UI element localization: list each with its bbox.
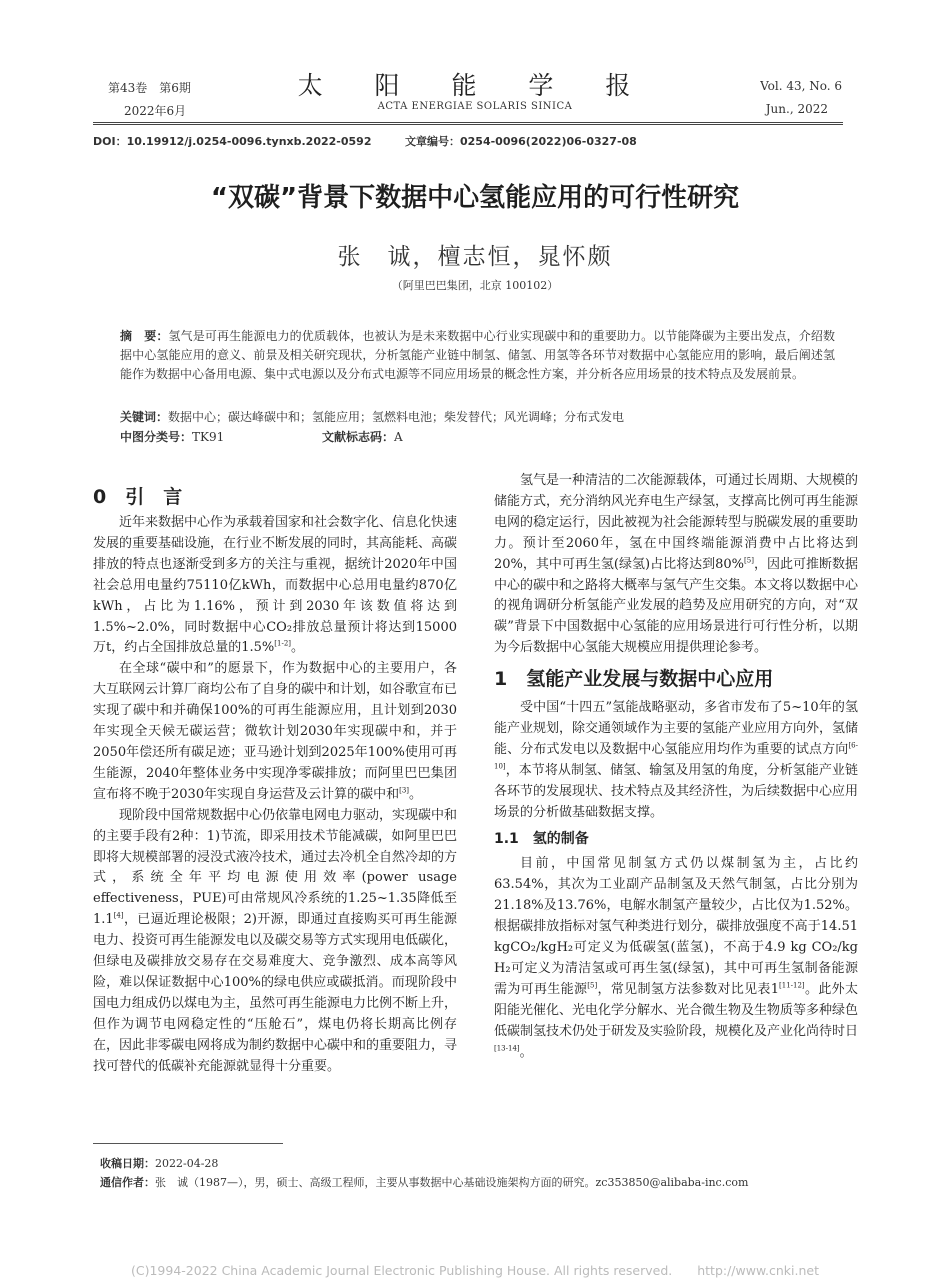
document-code-value: A [394, 430, 403, 444]
paragraph [93, 659, 457, 805]
paragraph [494, 471, 858, 659]
doi: DOI：10.19912/j.0254-0096.tynxb.2022-0592 [93, 135, 372, 148]
paragraph [93, 806, 457, 1078]
affiliation: （阿里巴巴集团，北京 100102） [391, 279, 559, 292]
abstract-label: 摘 要： [120, 329, 169, 343]
paper-title: “双碳”背景下数据中心氢能应用的可行性研究 [210, 183, 740, 213]
paragraph-text: 氢气是一种清洁的二次能源载体，可通过长周期、大规模的储能方式，充分消纳风光弃电生产绿氢，支撑高比例可再生能源电网的稳定运行，因此被视为社会能源转型与脱碳发展的重要助力。预计至2060年，氢在中国终端能源消费中占比将达到20%，其中可再生氢(绿氢)占比将达到80% [494, 473, 859, 572]
left-column [93, 513, 457, 1077]
paragraph-text: 目前，中国常见制氢方式仍以煤制氢为主，占比约63.54%，其次为工业副产品制氢及天然气制氢，占比分别为21.18%及13.76%，电解水制氢产量较少，占比仅为1.52%。根据碳排放指标对氢气种类进行划分，碳排放强度不高于14.51 kgCO₂/kgH₂可定义为低碳氢(蓝氢)，不高于4.9 kg CO₂/kg H₂可定义为清洁氢或可再生氢(绿氢)，其中可再生氢制备能源需为可再生能源 [494, 856, 858, 997]
section-0-heading: 0 引 言 [93, 486, 183, 508]
abstract-text: 氢气是可再生能源电力的优质载体，也被认为是未来数据中心行业实现碳中和的重要助力。以节能降碳为主要出发点，介绍数据中心氢能应用的意义、前景及相关研究现状，分析氢能产业链中制氢、储氢、用氢等各环节对数据中心氢能应用的影响，最后阐述氢能作为数据中心备用电源、集中式电源以及分布式电源等不同应用场景的概念性方案，并分析各应用场景的技术特点及发展前景。 [120, 329, 835, 381]
paragraph-text: 现阶段中国常规数据中心仍依靠电网电力驱动，实现碳中和的主要手段有2种：1)节流，即采用技术节能减碳，如阿里巴巴即将大规模部署的浸没式液冷技术，通过去冷机全自然冷却的方式，系统全年平均电源使用效率(power usage effectiveness，PUE)可由常规风冷系统的1.25~1.35降低至1.1 [93, 807, 458, 928]
paragraph-text: ，常见制氢方法参数对比见表1 [597, 981, 780, 997]
paragraph-text: ，本节将从制氢、储氢、输氢及用氢的角度，分析氢能产业链各环节的发展现状、技术特点及其经济性，为后续数据中心应用场景的分析做基础数据支撑。 [494, 762, 859, 820]
received-date [100, 1155, 850, 1173]
citation: [5] [587, 981, 598, 990]
citation: [13-14] [494, 1044, 520, 1053]
received-label: 收稿日期： [100, 1157, 155, 1170]
header-rule-2 [93, 124, 843, 125]
citation: [1-2] [274, 640, 291, 649]
paragraph-text: ，因此可推断数据中心的碳中和之路将大概率与氢气产生交集。本文将以数据中心的视角调研分析氢能产业发展的趋势及应用研究的方向，对“双碳”背景下中国数据中心氢能的应用场景进行可行性分析，以期为今后数据中心氢能大规模应用提供理论参考。 [494, 556, 859, 656]
citation: [11-12] [779, 981, 805, 990]
punctuation: 。 [291, 640, 305, 656]
section-1-1-heading: 1.1 氢的制备 [494, 830, 589, 847]
journal-title-cn: 太 阳 能 学 报 [297, 71, 653, 100]
punctuation: 。 [409, 786, 423, 802]
copyright-watermark: (C)1994-2022 China Academic Journal Electronic Publishing House. All rights reserved. http://www.cnki.net [130, 1263, 820, 1278]
article-number: 文章编号：0254-0096(2022)06-0327-08 [405, 135, 637, 148]
section-1-heading: 1 氢能产业发展与数据中心应用 [494, 668, 774, 691]
paragraph [494, 698, 858, 823]
right-column [494, 471, 858, 1063]
volume-issue-en: Vol. 43, No. 6 [760, 79, 842, 93]
paragraph-text: 。此外太阳能光催化、光电化学分解水、光合微生物及生物质等多种绿色低碳制氢技术仍处于研发及实验阶段，规模化及产业化尚待时日 [494, 981, 859, 1039]
classification [120, 428, 835, 447]
document-code-label: 文献标志码： [322, 430, 395, 444]
keywords-label: 关键词： [120, 410, 169, 424]
paragraph [494, 854, 858, 1063]
date-cn: 2022年6月 [124, 104, 187, 118]
author-label: 通信作者： [100, 1176, 155, 1189]
paragraph-text: ，已逼近理论极限；2)开源，即通过直接购买可再生能源电力、投资可再生能源发电以及碳交易等方式实现用电低碳化，但绿电及碳排放交易存在交易难度大、竞争激烈、成本高等风险，难以保证数据中心100%的绿电供应或碳抵消。而现阶段中国电力组成仍以煤电为主，虽然可再生能源电力比例不断上升，但作为调节电网稳定性的“压舱石”，煤电仍将长期高比例存在，因此非零碳电网将成为制约数据中心碳中和的重要阻力，寻找可替代的低碳补充能源就显得十分重要。 [93, 912, 458, 1074]
author-info: 张 诚（1987—），男，硕士、高级工程师，主要从事数据中心基础设施架构方面的研究。zc353850@alibaba-inc.com [155, 1176, 749, 1189]
clc-code: TK91 [192, 430, 225, 444]
citation: [3] [399, 786, 410, 795]
received-value: 2022-04-28 [155, 1157, 219, 1170]
volume-issue-cn: 第43卷 第6期 [108, 81, 191, 95]
paragraph-text: 在全球“碳中和”的愿景下，作为数据中心的主要用户，各大互联网云计算厂商均公布了自身的碳中和计划，如谷歌宣布已实现了碳中和并确保100%的可再生能源应用，且计划到2030年实现全天候无碳运营；微软计划2030年实现碳中和，并于2050年偿还所有碳足迹；亚马逊计划到2025年100%使用可再生能源，2040年整体业务中实现净零碳排放；而阿里巴巴集团宣布将不晚于2030年实现自身运营及云计算的碳中和 [93, 661, 458, 802]
paragraph [93, 513, 457, 659]
citation: [6-10] [494, 741, 858, 771]
abstract [120, 327, 835, 384]
corresponding-author [100, 1174, 850, 1192]
citation: [5] [744, 556, 754, 565]
clc-label: 中图分类号： [120, 430, 193, 444]
citation: [4] [113, 911, 124, 920]
paragraph-text: 近年来数据中心作为承载着国家和社会数字化、信息化快速发展的重要基础设施，在行业不断发展的同时，其高能耗、高碳排放的特点也逐渐受到多方的关注与重视，据统计2020年中国社会总用电量约75110亿kWh，而数据中心总用电量约870亿kWh，占比为1.16%，预计到2030年该数值将达到1.5%~2.0%，同时数据中心CO₂排放总量预计将达到15000万t，约占全国排放总量的1.5% [93, 515, 458, 656]
header-rule [93, 122, 843, 123]
footnote-rule [93, 1143, 283, 1144]
journal-title-en: ACTA ENERGIAE SOLARIS SINICA [377, 101, 573, 112]
authors: 张 诚，檀志恒，晁怀颇 [337, 244, 613, 270]
punctuation: 。 [519, 1044, 533, 1060]
date-en: Jun., 2022 [765, 102, 828, 116]
keywords [120, 408, 835, 427]
paragraph-text: 受中国“十四五”氢能战略驱动，多省市发布了5~10年的氢能产业规划，除交通领域作为主要的氢能产业应用方向外，氢储能、分布式发电以及数据中心氢能应用均作为重要的试点方向 [494, 700, 859, 757]
document-code [322, 428, 403, 447]
keywords-text: 数据中心；碳达峰碳中和；氢能应用；氢燃料电池；柴发替代；风光调峰；分布式发电 [168, 410, 625, 424]
